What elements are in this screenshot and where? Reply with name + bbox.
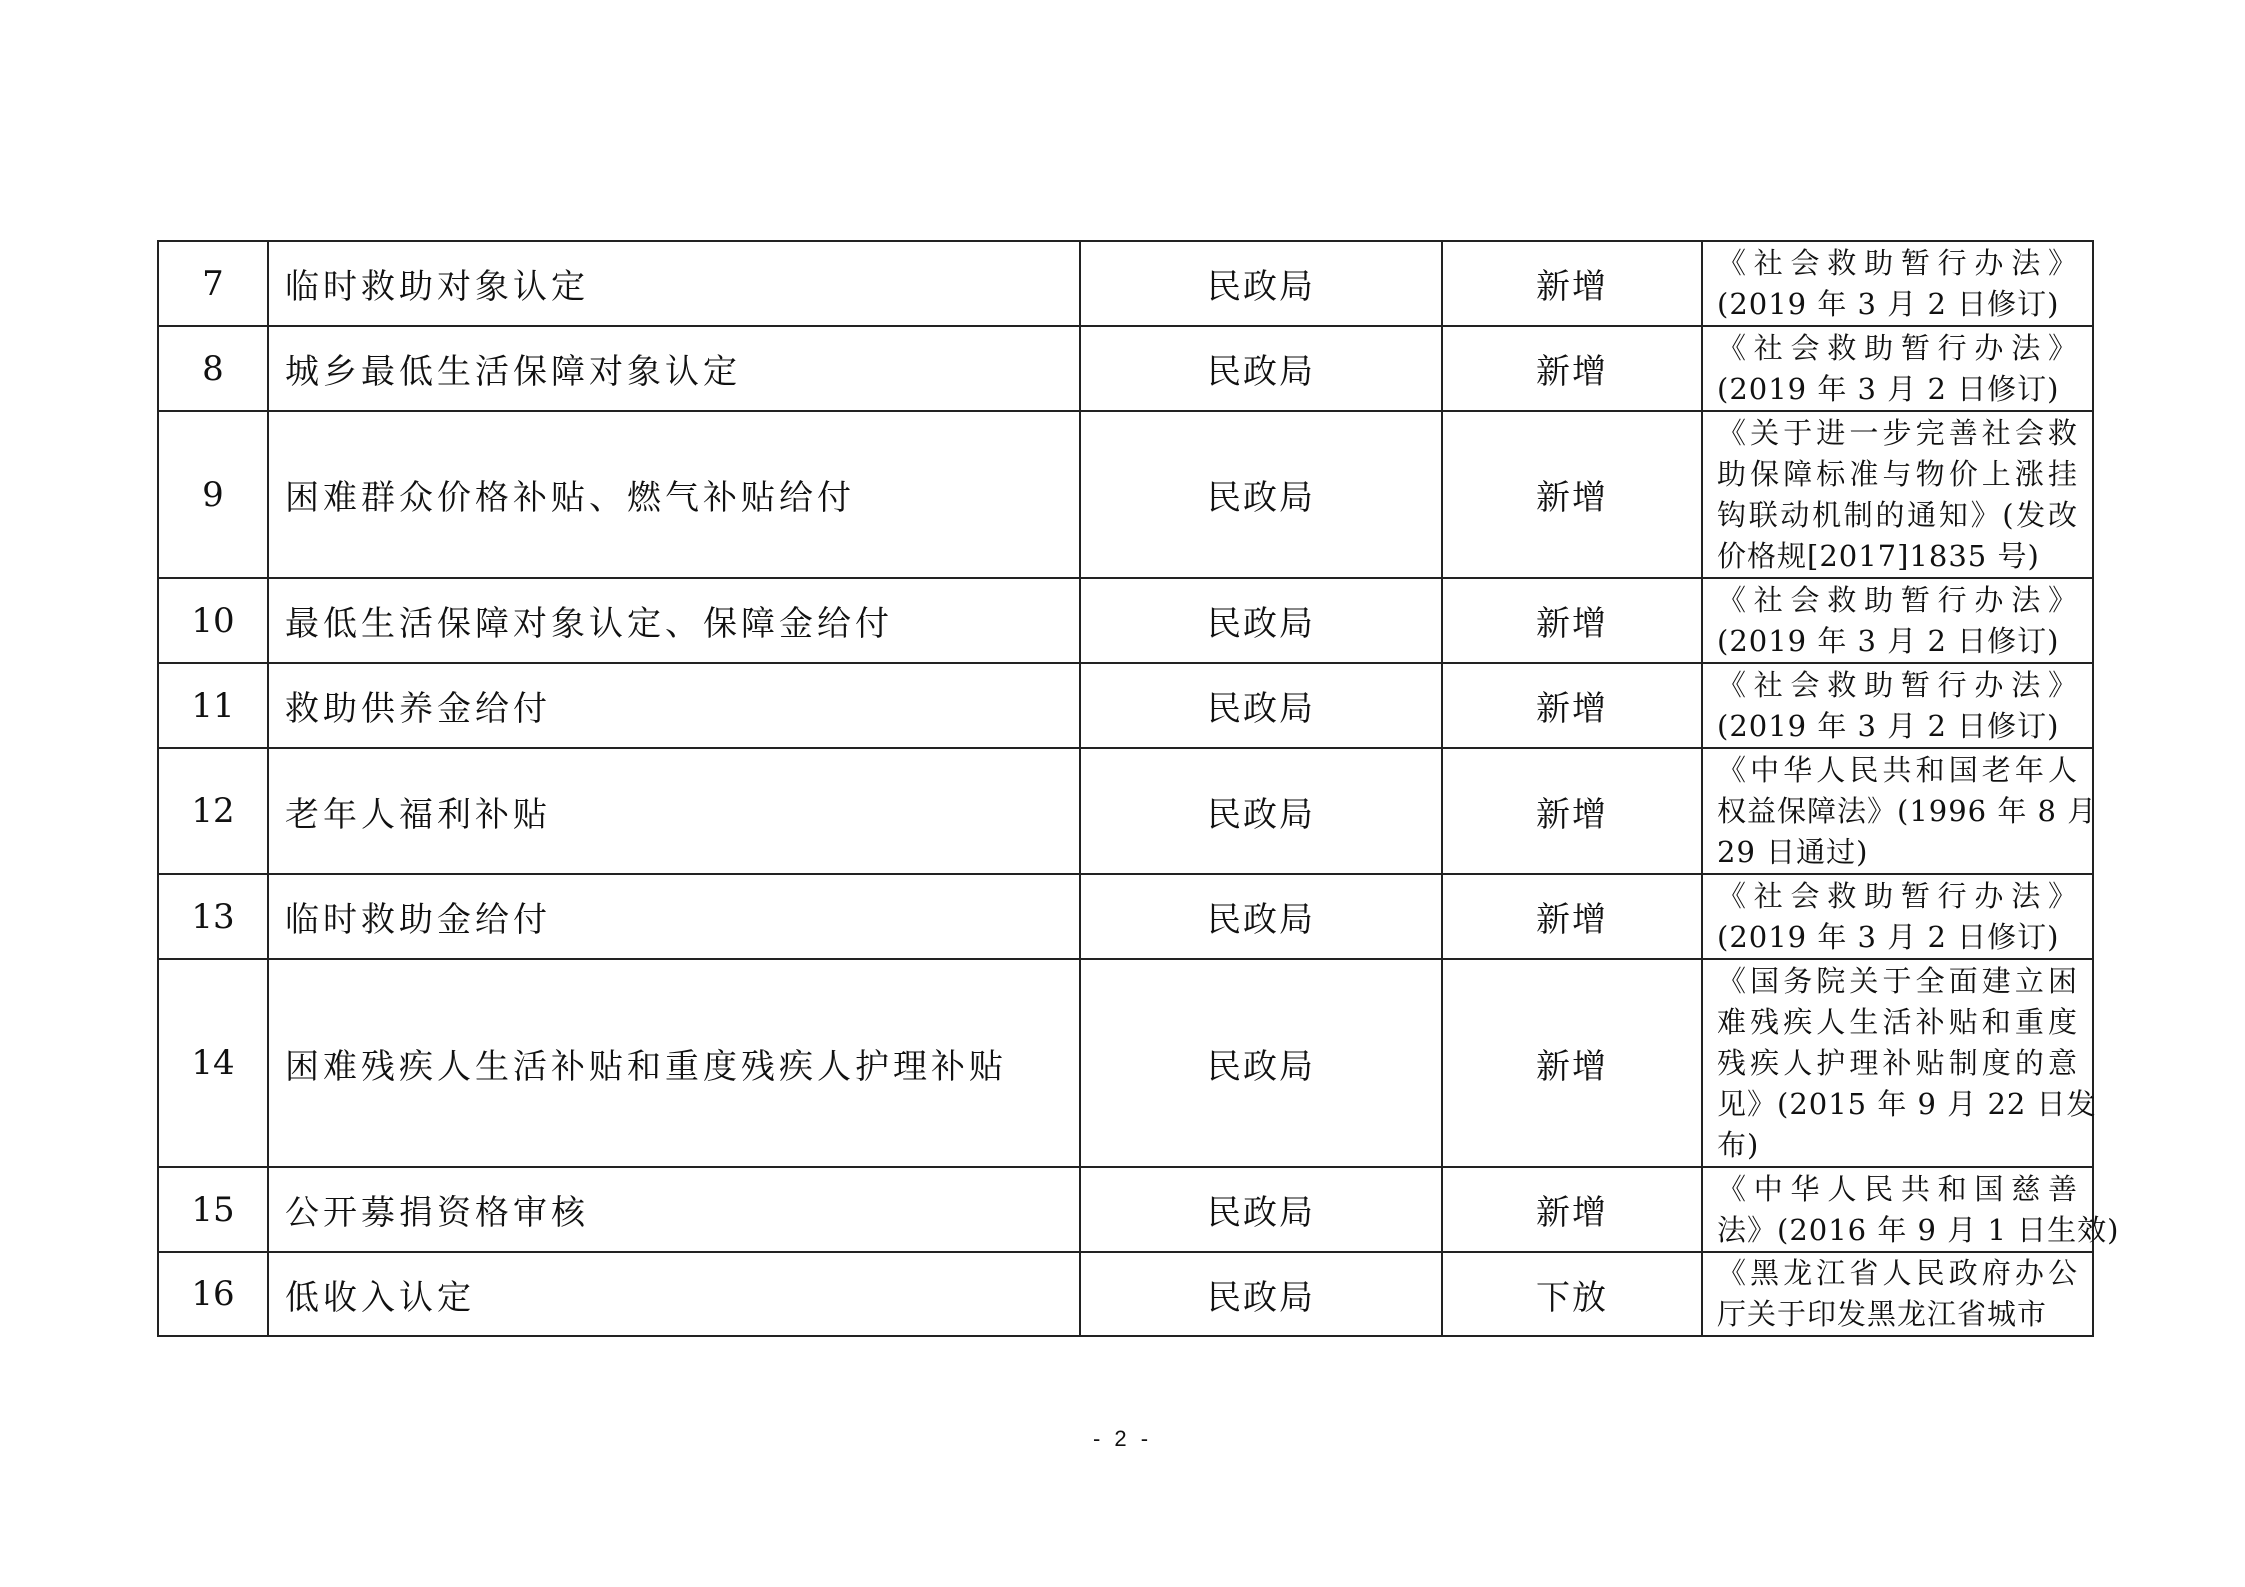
legal-basis-line: 价格规[2017]1835 号) xyxy=(1717,538,2040,573)
legal-basis-line: (2019 年 3 月 2 日修订) xyxy=(1717,708,2060,743)
legal-basis xyxy=(1702,1167,2120,1252)
legal-basis-line: 布) xyxy=(1717,1127,1760,1162)
legal-basis-line: (2019 年 3 月 2 日修订) xyxy=(1717,286,2060,321)
item-name: 困难残疾人生活补贴和重度残疾人护理补贴 xyxy=(268,959,1080,1167)
item-name: 困难群众价格补贴、燃气补贴给付 xyxy=(268,411,1080,578)
row-number: 11 xyxy=(158,663,268,748)
row-number: 7 xyxy=(158,241,268,326)
department: 民政局 xyxy=(1080,1167,1442,1252)
row-number: 15 xyxy=(158,1167,268,1252)
table-row xyxy=(158,748,2093,874)
row-number: 12 xyxy=(158,748,268,874)
table-row xyxy=(158,241,2093,326)
change-type: 新增 xyxy=(1442,1167,1702,1252)
item-name: 城乡最低生活保障对象认定 xyxy=(268,326,1080,411)
table-row xyxy=(158,326,2093,411)
department: 民政局 xyxy=(1080,663,1442,748)
legal-basis xyxy=(1702,411,2093,578)
legal-basis xyxy=(1702,326,2093,411)
legal-basis-line: 29 日通过) xyxy=(1717,834,1869,869)
change-type: 新增 xyxy=(1442,874,1702,959)
legal-basis xyxy=(1702,578,2093,663)
legal-basis-line: 《关于进一步完善社会救 xyxy=(1717,415,2078,450)
legal-basis-line: 法》(2016 年 9 月 1 日生效) xyxy=(1717,1212,2120,1247)
item-name: 临时救助对象认定 xyxy=(268,241,1080,326)
legal-basis-line: 钩联动机制的通知》(发改 xyxy=(1717,497,2078,532)
row-number: 16 xyxy=(158,1252,268,1336)
change-type: 新增 xyxy=(1442,663,1702,748)
legal-basis xyxy=(1702,874,2093,959)
table-row xyxy=(158,578,2093,663)
department: 民政局 xyxy=(1080,326,1442,411)
legal-basis xyxy=(1702,959,2097,1167)
item-name: 救助供养金给付 xyxy=(268,663,1080,748)
department: 民政局 xyxy=(1080,959,1442,1167)
legal-basis-line: 《中华人民共和国老年人 xyxy=(1717,752,2078,787)
legal-basis-line: 《社会救助暂行办法》 xyxy=(1717,878,2078,913)
legal-basis xyxy=(1702,748,2098,874)
legal-basis xyxy=(1702,241,2093,326)
legal-basis-line: 《黑龙江省人民政府办公 xyxy=(1717,1256,2078,1290)
item-name: 最低生活保障对象认定、保障金给付 xyxy=(268,578,1080,663)
legal-basis-line: 《社会救助暂行办法》 xyxy=(1717,330,2078,365)
table-body xyxy=(158,241,2120,1336)
change-type: 新增 xyxy=(1442,959,1702,1167)
row-number: 9 xyxy=(158,411,268,578)
legal-basis-line: 《社会救助暂行办法》 xyxy=(1717,667,2078,702)
table-row xyxy=(158,1167,2093,1252)
item-name: 临时救助金给付 xyxy=(268,874,1080,959)
change-type: 新增 xyxy=(1442,411,1702,578)
legal-basis-line: 厅关于印发黑龙江省城市 xyxy=(1717,1297,2048,1331)
legal-basis-line: 见》(2015 年 9 月 22 日发 xyxy=(1717,1086,2097,1121)
department: 民政局 xyxy=(1080,748,1442,874)
change-type: 下放 xyxy=(1442,1252,1702,1336)
change-type: 新增 xyxy=(1442,578,1702,663)
change-type: 新增 xyxy=(1442,241,1702,326)
legal-basis-line: 助保障标准与物价上涨挂 xyxy=(1717,456,2078,491)
legal-basis-line: (2019 年 3 月 2 日修订) xyxy=(1717,623,2060,658)
department: 民政局 xyxy=(1080,411,1442,578)
table-row xyxy=(158,411,2093,578)
table-row xyxy=(158,874,2093,959)
table-row xyxy=(158,1252,2093,1336)
legal-basis-line: (2019 年 3 月 2 日修订) xyxy=(1717,371,2060,406)
legal-basis xyxy=(1702,1252,2093,1336)
department: 民政局 xyxy=(1080,578,1442,663)
department: 民政局 xyxy=(1080,241,1442,326)
table-row xyxy=(158,663,2093,748)
row-number: 14 xyxy=(158,959,268,1167)
department: 民政局 xyxy=(1080,874,1442,959)
legal-basis-line: 《国务院关于全面建立困 xyxy=(1717,963,2078,998)
legal-basis-line: 残疾人护理补贴制度的意 xyxy=(1717,1045,2078,1080)
row-number: 10 xyxy=(158,578,268,663)
department: 民政局 xyxy=(1080,1252,1442,1336)
item-name: 公开募捐资格审核 xyxy=(268,1167,1080,1252)
legal-basis xyxy=(1702,663,2093,748)
legal-basis-line: (2019 年 3 月 2 日修订) xyxy=(1717,919,2060,954)
legal-basis-line: 难残疾人生活补贴和重度 xyxy=(1717,1004,2078,1039)
legal-basis-line: 权益保障法》(1996 年 8 月 xyxy=(1717,793,2098,828)
table-row xyxy=(158,959,2093,1167)
change-type: 新增 xyxy=(1442,748,1702,874)
row-number: 13 xyxy=(158,874,268,959)
change-type: 新增 xyxy=(1442,326,1702,411)
row-number: 8 xyxy=(158,326,268,411)
item-name: 老年人福利补贴 xyxy=(268,748,1080,874)
item-name: 低收入认定 xyxy=(268,1252,1080,1336)
legal-basis-line: 《社会救助暂行办法》 xyxy=(1717,582,2078,617)
legal-basis-line: 《社会救助暂行办法》 xyxy=(1717,245,2078,280)
page-number: - 2 - xyxy=(1092,1426,1153,1451)
document-table xyxy=(157,240,2120,1337)
legal-basis-line: 《中华人民共和国慈善 xyxy=(1717,1171,2078,1206)
